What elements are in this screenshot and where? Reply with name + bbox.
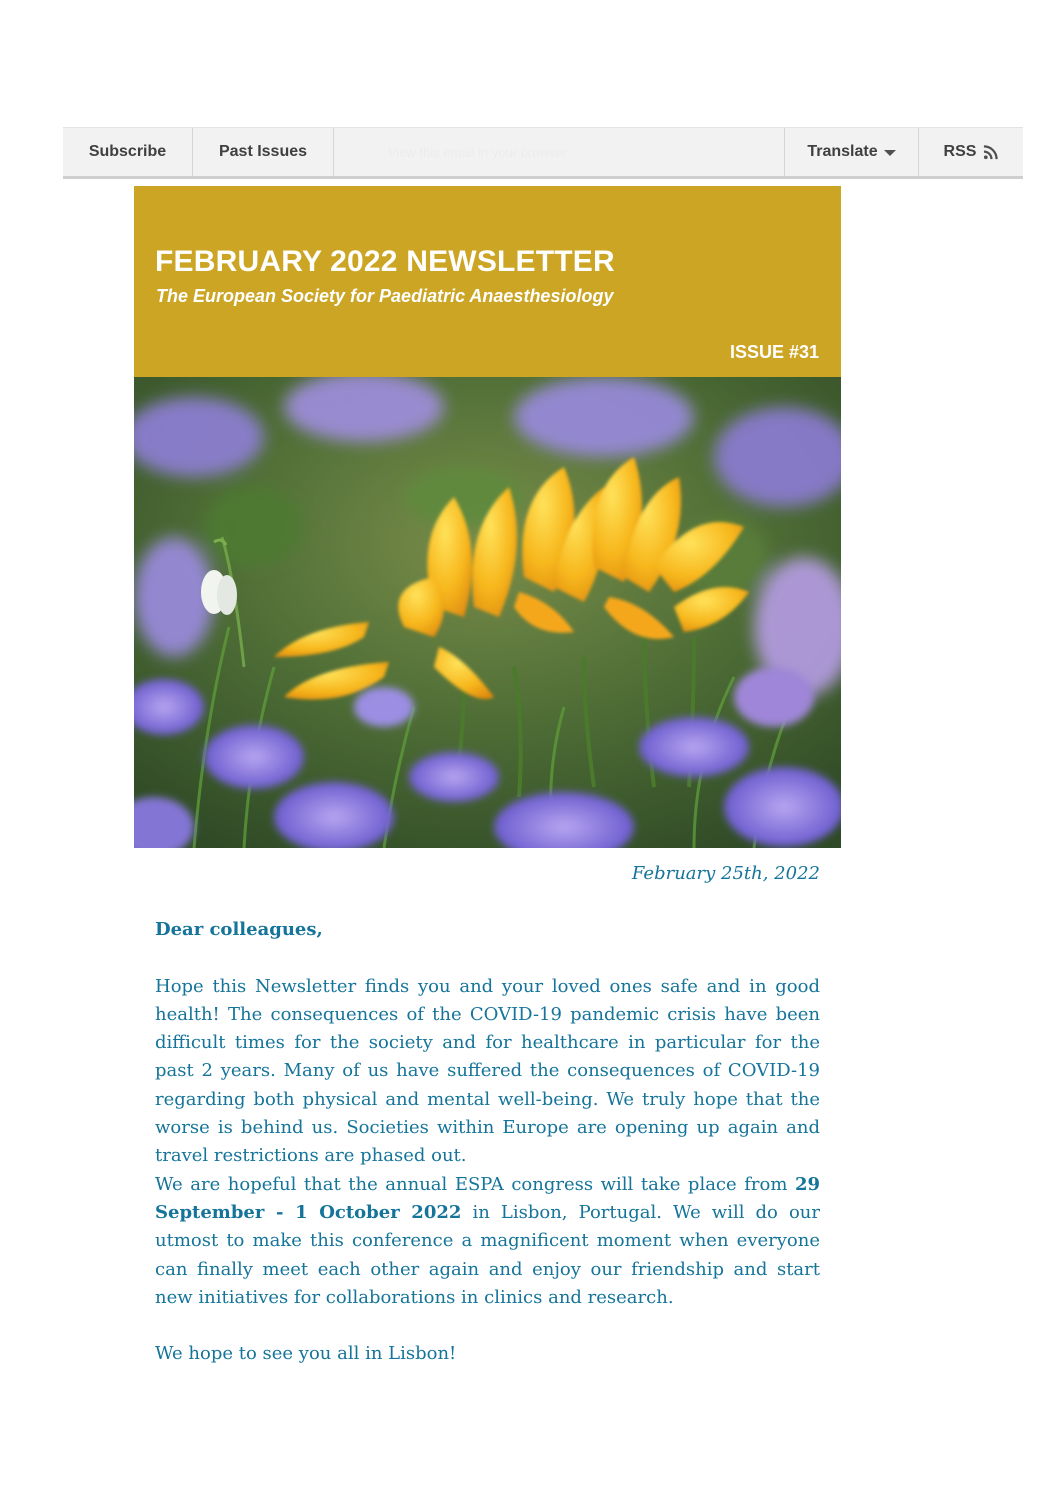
- rss-link[interactable]: [919, 128, 1023, 176]
- congress-dates: 29 September - 1 October 2022: [155, 1173, 820, 1223]
- newsletter-title: FEBRUARY 2022 NEWSLETTER: [155, 245, 615, 278]
- subscribe-link[interactable]: Subscribe: [63, 128, 193, 176]
- letter-paragraph-2: [155, 1171, 820, 1312]
- top-navbar: [63, 127, 1023, 179]
- spring-flowers-image: [134, 377, 841, 848]
- issue-number: ISSUE #31: [729, 342, 819, 362]
- caret-down-icon: [884, 150, 896, 156]
- paragraph-2-rest: in Lisbon, Portugal. We will do our utmost to make this conference a magnificent moment when everyone can finally meet each other again and enjoy our friendship and start new initiatives for collaborations in clinics and research.: [155, 1201, 820, 1308]
- view-in-browser-link[interactable]: [334, 128, 785, 176]
- letter-paragraph-1: Hope this Newsletter finds you and your loved ones safe and in good health! The consequences of the COVID-19 pandemic crisis have been difficult times for the society and for healthcare in particular for the past 2 years. Many of us have suffered the consequences of COVID-19 regarding both physical and mental well-being. We truly hope that the worse is behind us. Societies within Europe are opening up again and travel restrictions are phased out.: [155, 975, 820, 1167]
- newsletter-header-banner: [134, 186, 841, 377]
- letter-date: February 25th, 2022: [631, 863, 820, 884]
- view-in-browser-label[interactable]: View this email in your browser: [388, 144, 567, 160]
- letter-greeting: Dear colleagues,: [155, 919, 323, 941]
- translate-label: Translate: [807, 143, 878, 160]
- rss-label: RSS: [943, 143, 977, 160]
- letter-body: [155, 860, 820, 1368]
- translate-dropdown[interactable]: [785, 128, 919, 176]
- hero-flower-image: [134, 377, 841, 848]
- past-issues-link[interactable]: Past Issues: [193, 128, 334, 176]
- rss-feed-icon: [983, 145, 998, 160]
- society-subtitle: The European Society for Paediatric Anaesthesiology: [156, 286, 614, 306]
- letter-closing: We hope to see you all in Lisbon!: [155, 1343, 457, 1365]
- paragraph-2-intro: We are hopeful that the annual ESPA congress will take place from: [155, 1173, 795, 1195]
